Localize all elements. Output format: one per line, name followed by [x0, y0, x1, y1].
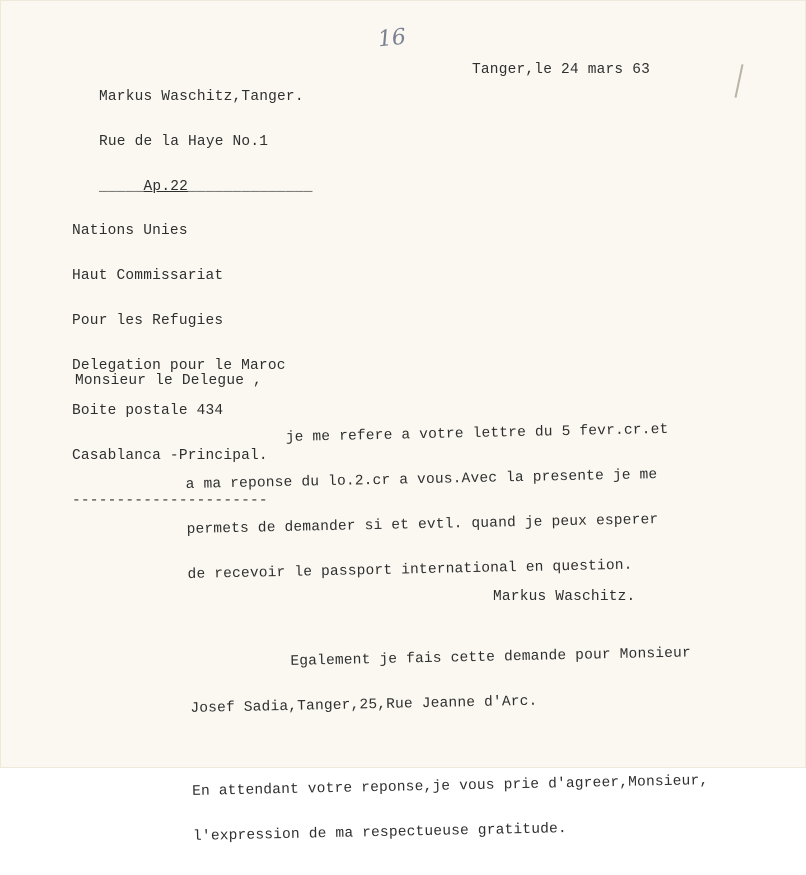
recipient-rule: ---------------------- [72, 493, 268, 509]
sender-name: Markus Waschitz,Tanger. [99, 89, 304, 105]
body-line: a ma reponse du lo.2.cr a vous.Avec la presente je me [185, 467, 658, 493]
recipient-line: Boite postale 434 [72, 403, 224, 419]
recipient-line: Delegation pour le Maroc [72, 358, 286, 374]
body-line: Josef Sadia,Tanger,25,Rue Jeanne d'Arc. [190, 693, 538, 717]
body-line: Egalement je fais cette demande pour Monsieur [290, 645, 692, 670]
recipient-line: Pour les Refugies [72, 313, 224, 329]
sender-apartment-line [99, 180, 313, 195]
signature: Markus Waschitz. [493, 589, 636, 605]
body-line: permets de demander si et evtl. quand je peux esperer [186, 512, 659, 538]
pencil-mark [734, 64, 743, 98]
recipient-line: Casablanca -Principal. [72, 448, 268, 464]
letter-date: Tanger,le 24 mars 63 [472, 62, 651, 78]
letter-body [184, 392, 710, 875]
sender-rule-left: _____ [99, 179, 144, 195]
sender-street: Rue de la Haye No.1 [99, 134, 269, 150]
body-line: de recevoir le passport international en question. [187, 557, 633, 583]
salutation: Monsieur le Delegue , [75, 373, 262, 389]
sender-rule-right: ______________ [188, 179, 313, 195]
body-line: En attendant votre reponse,je vous prie d'agreer,Monsieur, [191, 773, 709, 800]
body-line: l'expression de ma respectueuse gratitude. [192, 821, 568, 845]
handwritten-page-number: 16 [376, 24, 408, 53]
sender-apartment: Ap.22 [143, 179, 189, 195]
recipient-line: Nations Unies [72, 223, 188, 239]
body-line: je me refere a votre lettre du 5 fevr.cr.et [285, 421, 669, 446]
recipient-line: Haut Commissariat [72, 268, 224, 284]
